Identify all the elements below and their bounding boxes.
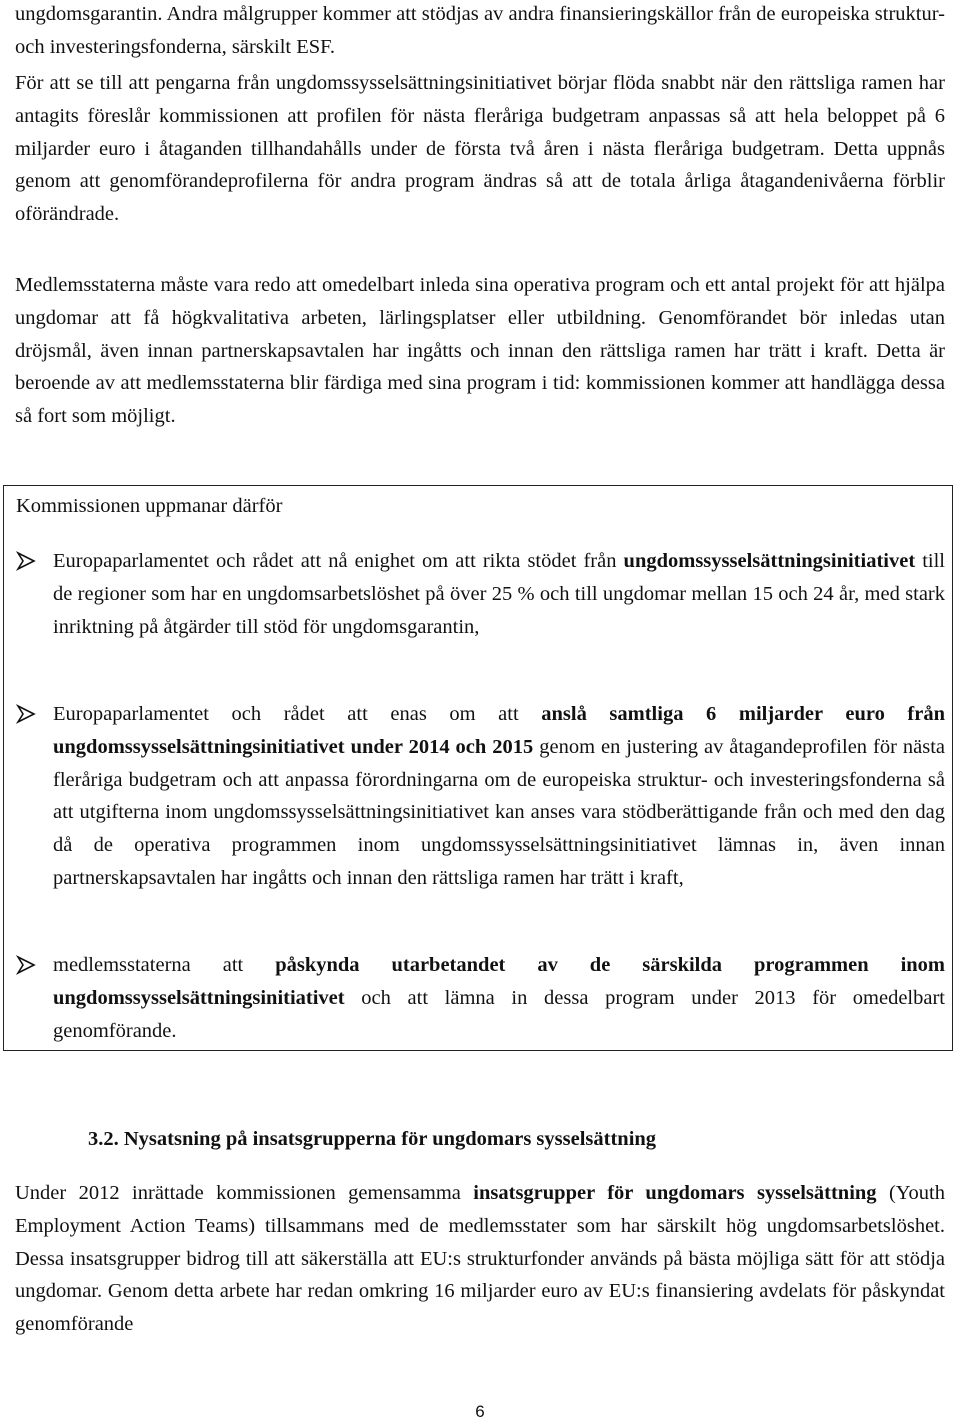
bullet-2-text: Europaparlamentet och rådet att enas om att anslå samtliga 6 miljarder euro från ungdomssysselsättningsinitiativet under 2014 och 2015 genom en justering av åtagandeprofilen för nästa fleråriga budgetram och att anpassa förordningarna om de europeiska struktur- och investeringsfonderna så att utgifterna inom ungdomssysselsättningsinitiativet kan anses vara stödberättigande från och med den dag då de operativa programmen inom ungdomssysselsättningsinitiativet lämnas in, även innan partnerskapsavtalen har ingåtts och innan den rättsliga ramen har trätt i kraft, bbox=[53, 703, 945, 889]
bullet-1-text: Europaparlamentet och rådet att nå enighet om att rikta stödet från ungdomssysselsättningsinitiativet till de regioner som har en ungdomsarbetslöshet på över 25 % och till ungdomar mellan 15 och 24 år, med stark inriktning på åtgärder till stöd för ungdomsgarantin, bbox=[53, 550, 945, 638]
page-number: 6 bbox=[475, 1402, 485, 1421]
callout-intro: Kommissionen uppmanar därför bbox=[16, 495, 283, 517]
paragraph-member-states: Medlemsstaterna måste vara redo att omedelbart inleda sina operativa program och ett antal projekt för att hjälpa ungdomar att få högkvalitativa arbeten, lärlingsplatser eller utbildning. Genomförandet bör inledas utan dröjsmål, även innan partnerskapsavtalen har ingåtts och innan den rättsliga ramen har trätt i kraft. Detta är beroende av att medlemsstaterna blir färdiga med sina program i tid: kommissionen kommer att handlägga dessa så fort som möjligt. bbox=[15, 274, 945, 428]
callout-bullet-3 bbox=[16, 949, 946, 1047]
bullet-3-text: medlemsstaterna att påskynda utarbetandet av de särskilda programmen inom ungdomssysselsättningsinitiativet och att lämna in dessa program under 2013 för omedelbart genomförande. bbox=[53, 954, 945, 1042]
paragraph-esf: ungdomsgarantin. Andra målgrupper kommer att stödjas av andra finansieringskällor från de europeiska struktur- och investeringsfonderna, särskilt ESF. bbox=[15, 3, 945, 58]
arrowhead-bullet-icon bbox=[16, 955, 36, 975]
commission-callout-box bbox=[3, 485, 953, 1051]
callout-bullet-1 bbox=[16, 545, 946, 643]
arrowhead-bullet-icon bbox=[16, 704, 36, 724]
paragraph-action-teams: Under 2012 inrättade kommissionen gemensamma insatsgrupper för ungdomars sysselsättning (Youth Employment Action Teams) tillsammans med de medlemsstater som har särskilt hög ungdomsarbetslöshet. Dessa insatsgrupper bidrog till att säkerställa att EU:s strukturfonder används på bästa möjliga sätt för att stödja ungdomar. Genom detta arbete har redan omkring 16 miljarder euro av EU:s finansiering avdelats för påskyndat genomförande bbox=[15, 1182, 945, 1336]
section-heading: 3.2. Nysatsning på insatsgrupperna för ungdomars sysselsättning bbox=[88, 1128, 657, 1150]
callout-bullet-2 bbox=[16, 698, 946, 895]
paragraph-budget-profile: För att se till att pengarna från ungdomssysselsättningsinitiativet börjar flöda snabbt när den rättsliga ramen har antagits föreslår kommissionen att profilen för nästa fleråriga budgetram anpassas så att hela beloppet på 6 miljarder euro i åtaganden tillhandahålls under de första två åren i nästa fleråriga budgetram. Detta uppnås genom att genomförandeprofilerna för andra program ändras så att de totala årliga åtagandenivåerna förblir oförändrade. bbox=[15, 72, 945, 226]
arrowhead-bullet-icon bbox=[16, 551, 36, 571]
